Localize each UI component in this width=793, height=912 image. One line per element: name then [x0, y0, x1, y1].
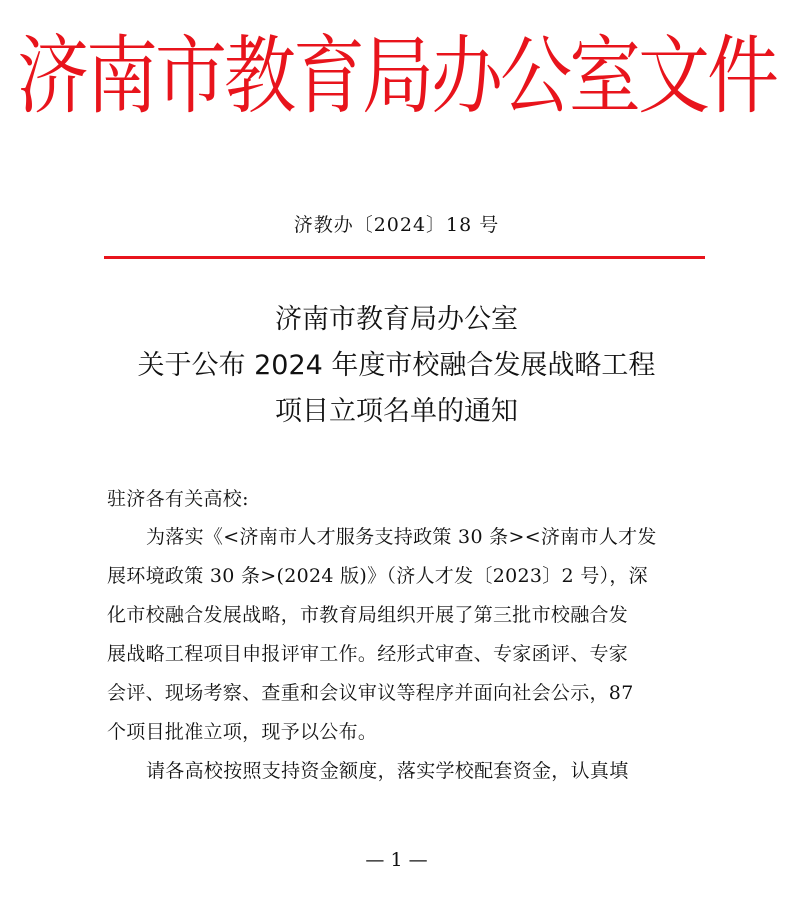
- body-line-2: 展环境政策 30 条>(2024 版)》（济人才发〔2023〕2 号），深: [107, 565, 648, 587]
- salutation: 驻济各有关高校:: [107, 488, 249, 510]
- page-number: — 1 —: [365, 849, 428, 871]
- body-line-7: 请各高校按照支持资金额度，落实学校配套资金，认真填: [146, 760, 629, 782]
- body-line-6: 个项目批准立项，现予以公布。: [107, 721, 378, 743]
- title-line-3: 项目立项名单的通知: [275, 396, 518, 427]
- issuer-masthead: 济南市教育局办公室文件: [16, 29, 776, 125]
- body-line-5: 会评、现场考察、查重和会议审议等程序并面向社会公示，87: [107, 682, 634, 704]
- body-line-1: 为落实《<济南市人才服务支持政策 30 条><济南市人才发: [146, 526, 657, 548]
- title-line-1: 济南市教育局办公室: [275, 304, 518, 335]
- document-number: 济教办〔2024〕18 号: [293, 214, 500, 236]
- red-divider-line: [104, 256, 705, 259]
- body-line-4: 展战略工程项目申报评审工作。经形式审查、专家函评、专家: [107, 643, 629, 665]
- body-line-3: 化市校融合发展战略，市教育局组织开展了第三批市校融合发: [107, 604, 629, 626]
- title-line-2: 关于公布 2024 年度市校融合发展战略工程: [137, 350, 656, 381]
